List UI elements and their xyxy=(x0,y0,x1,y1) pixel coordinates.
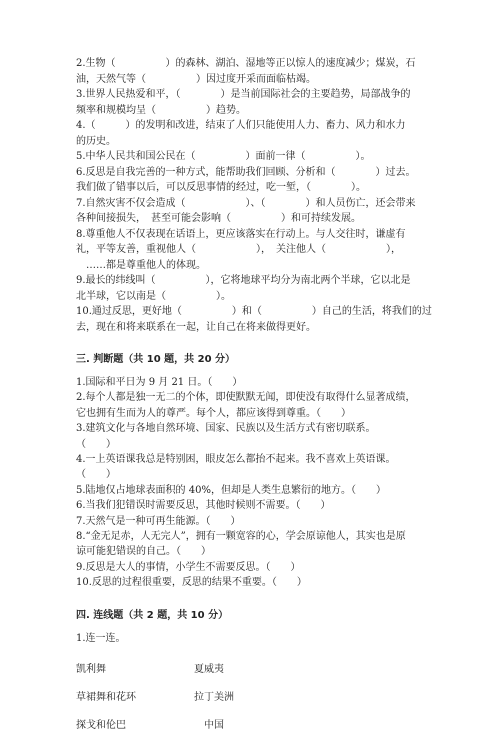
text-line: 油，天然气等（ ）因过度开采而面临枯竭。 xyxy=(76,73,316,85)
text-line: 3.世界人民热爱和平，（ ）是当前国际社会的主要趋势，局部战争的 xyxy=(76,89,411,100)
question-line: 2.每个人都是独一无二的个体，即使默默无闻，即使没有取得什么显著成绩， xyxy=(76,392,416,404)
text-line: 去，现在和将来联系在一起，让自己在将来做得更好。 xyxy=(76,321,316,333)
match-row xyxy=(76,660,436,688)
question-line: （ ） xyxy=(76,438,116,450)
text-line: 5.中华人民共和国公民在（ ）面前一律（ ）。 xyxy=(76,151,371,162)
judge-section xyxy=(76,375,436,591)
match-right-item: 中国 xyxy=(194,720,224,732)
text-line: 8.尊重他人不仅表现在话语上，更应该落实在行动上。与人交往时，谦虚有 xyxy=(76,228,406,240)
text-line: 礼，平等友善，重视他人（ ）， 关注他人（ ）， xyxy=(76,244,401,255)
question-line: 7.天然气是一种可再生能源。（ ） xyxy=(76,515,241,527)
question-line: 4.一上英语课我总是特别困，眼皮怎么都抬不起来。我不喜欢上英语课。 xyxy=(76,454,396,466)
match-left-item: 凯利舞 xyxy=(76,664,106,676)
text-line: 的历史。 xyxy=(76,135,116,147)
fill-in-blank-section xyxy=(76,56,436,335)
text-line: 4.（ ）的发明和改进，结束了人们只能使用人力、畜力、风力和水力 xyxy=(76,120,406,131)
text-line: 各种间接损失， 甚至可能会影响（ ）和可持续发展。 xyxy=(76,213,361,224)
judge-section-title: 三. 判断题（共 10 题，共 20 分） xyxy=(76,354,236,365)
text-line: 我们做了错事以后，可以反思事情的经过，吃一堑，（ ）。 xyxy=(76,182,366,193)
text-line: 7.自然灾害不仅会造成（ ）、（ ）和人员伤亡，还会带来 xyxy=(76,197,416,209)
text-line: 9.最长的纬线叫（ ），它将地球平均分为南北两个半球，它以北是 xyxy=(76,275,411,286)
question-line: 它也拥有生而为人的尊严。每个人，都应该得到尊重。（ ） xyxy=(76,407,351,419)
match-left-item: 草裙舞和花环 xyxy=(76,692,136,704)
text-line: 频率和规模均呈（ ）趋势。 xyxy=(76,104,246,116)
question-line: 8.“金无足赤，人无完人”，拥有一颗宽容的心，学会原谅他人，其实也是原 xyxy=(76,531,406,543)
text-line: ……都是尊重他人的体现。 xyxy=(76,259,206,271)
question-line: 9.反思是大人的事情，小学生不需要反思。（ ） xyxy=(76,561,301,573)
match-left-item: 探戈和伦巴 xyxy=(76,720,126,732)
text-line: 北半球，它以南是（ ）。 xyxy=(76,290,231,302)
match-section-title: 四. 连线题（共 2 题，共 10 分） xyxy=(76,609,229,621)
question-line: （ ） xyxy=(76,469,116,481)
match-right-item: 拉丁美洲 xyxy=(194,692,234,704)
question-line: 谅可能犯错误的自己。（ ） xyxy=(76,546,211,558)
match-section xyxy=(76,660,436,744)
question-line: 3.建筑文化与各地自然环境、国家、民族以及生活方式有密切联系。 xyxy=(76,423,376,435)
match-row xyxy=(76,688,436,716)
match-row xyxy=(76,716,436,744)
match-question: 1.连一连。 xyxy=(76,632,126,644)
question-line: 6.当我们犯错误时需要反思，其他时候则不需要。（ ） xyxy=(76,500,331,512)
text-line: 2.生物（ ）的森林、湖泊、湿地等正以惊人的速度减少；煤炭，石 xyxy=(76,58,416,69)
question-line: 1.国际和平日为 9 月 21 日。（ ） xyxy=(76,377,243,388)
worksheet-page xyxy=(76,56,436,744)
question-line: 5.陆地仅占地球表面积的 40%，但却是人类生息繁衍的地方。（ ） xyxy=(76,484,386,496)
text-line: 6.反思是自我完善的一种方式，能帮助我们回顾、分析和（ ）过去。 xyxy=(76,166,416,178)
text-line: 10.通过反思，更好地（ ）和（ ）自己的生活，将我们的过 xyxy=(76,306,432,317)
match-right-item: 夏威夷 xyxy=(194,664,224,676)
question-line: 10.反思的过程很重要，反思的结果不重要。（ ） xyxy=(76,577,307,589)
